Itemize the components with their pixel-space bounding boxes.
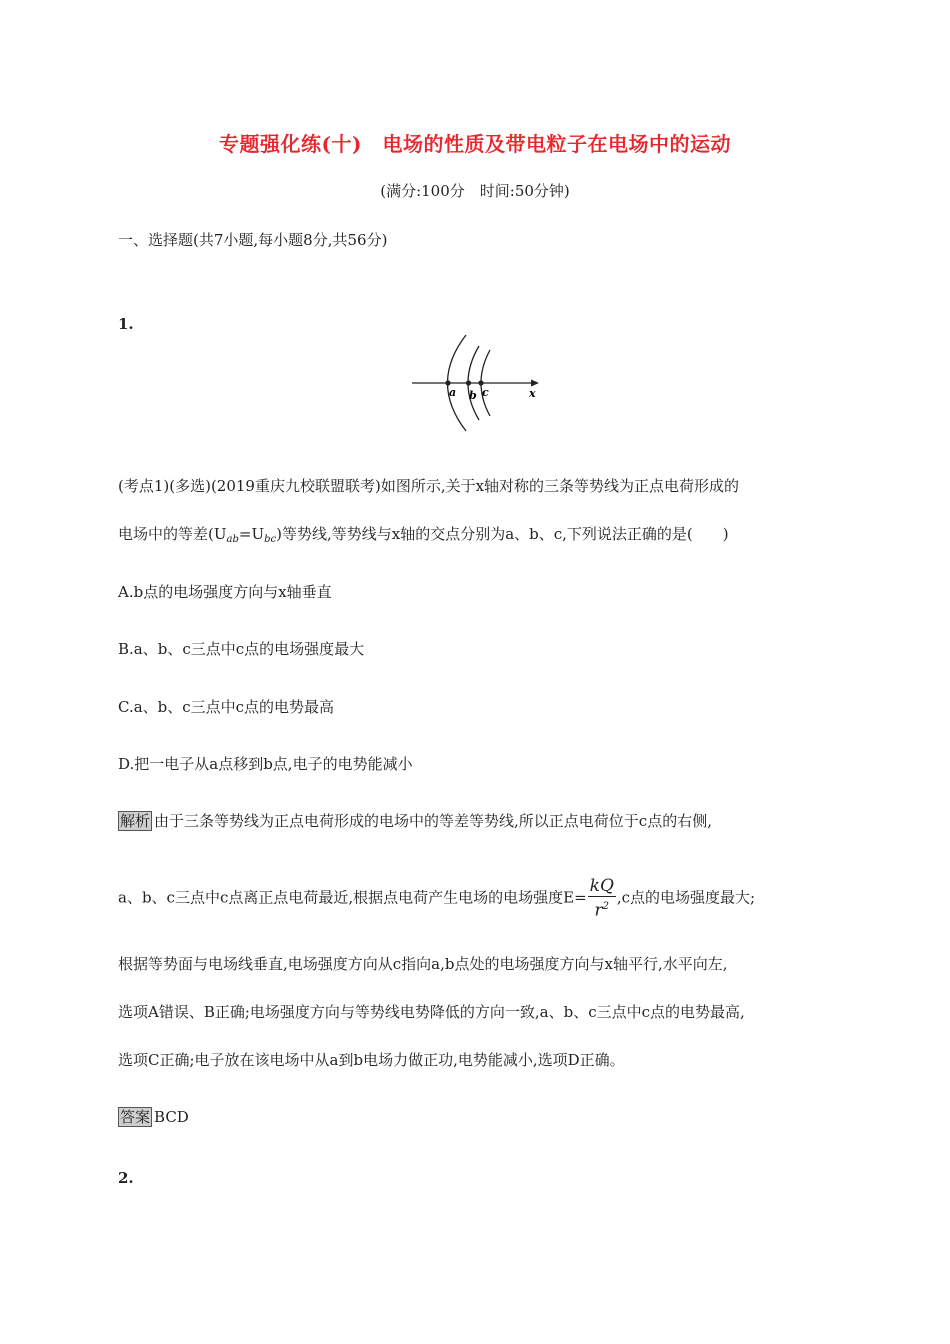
analysis-line-1: 解析 由于三条等势线为正点电荷形成的电场中的等差等势线,所以正点电荷位于c点的右侧, [120, 812, 712, 830]
analysis-line-3: 根据等势面与电场线垂直,电场强度方向从c指向a,b点处的电场强度方向与x轴平行,水平向左, [118, 955, 728, 973]
label-c: c [482, 386, 489, 399]
analysis-line-5: 选项C正确;电子放在该电场中从a到b电场力做正功,电势能减小,选项D正确。 [118, 1051, 625, 1069]
option-c: C.a、b、c三点中c点的电势最高 [118, 698, 335, 716]
answer-tag: 答案 [120, 1108, 151, 1126]
question-stem-line-1: (考点1)(多选)(2019重庆九校联盟联考)如图所示,关于x轴对称的三条等势线为正点电荷形成的 [118, 477, 740, 495]
page-title: 专题强化练(十) 电场的性质及带电粒子在电场中的运动 [219, 132, 731, 156]
point-c-dot [478, 380, 483, 385]
option-d: D.把一电子从a点移到b点,电子的电势能减小 [118, 755, 413, 773]
label-x: x [529, 387, 536, 400]
point-a-dot [445, 380, 450, 385]
analysis-line-2: a、b、c三点中c点离正点电荷最近,根据点电荷产生电场的电场强度E= $\frac{kQ}{r^2}$ ,c点的电场强度最大; [118, 876, 756, 921]
question-number-2: 2. [118, 1169, 134, 1187]
question-number-1: 1. [118, 315, 134, 333]
field-strength-formula: $\frac{kQ}{r^2}$ [589, 876, 614, 921]
analysis-line-4: 选项A错误、B正确;电场强度方向与等势线电势降低的方向一致,a、b、c三点中c点的电势最高, [118, 1003, 745, 1021]
exam-meta: (满分:100分 时间:50分钟) [380, 182, 570, 200]
answer-line [118, 1106, 189, 1128]
option-b: B.a、b、c三点中c点的电场强度最大 [118, 640, 365, 658]
equipotential-figure [405, 330, 550, 435]
point-b-dot [466, 380, 471, 385]
option-a: A.b点的电场强度方向与x轴垂直 [118, 583, 332, 601]
section-heading: 一、选择题(共7小题,每小题8分,共56分) [118, 231, 388, 249]
x-axis-arrow-icon [531, 380, 539, 387]
answer-value: BCD [154, 1108, 189, 1126]
label-a: a [449, 386, 457, 399]
analysis-tag: 解析 [120, 812, 151, 830]
label-b: b [469, 389, 477, 402]
question-stem-line-2: 电场中的等差$(U_{ab}=U_{bc})$等势线,等势线与x轴的交点分别为a、b、c,下列说法正确的是( ) [118, 525, 729, 545]
